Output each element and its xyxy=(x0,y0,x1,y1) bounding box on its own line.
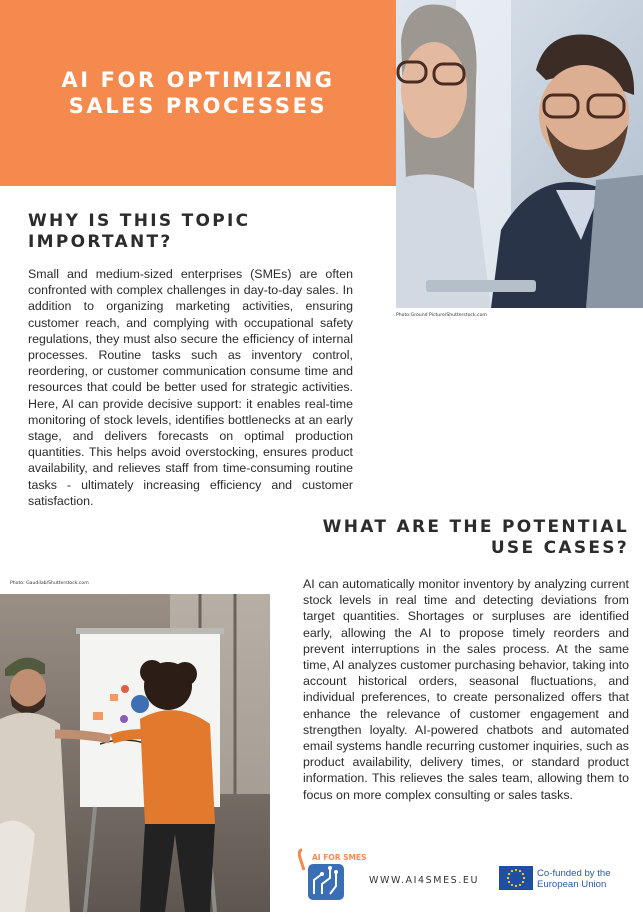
eu-flag-graphic xyxy=(499,866,533,890)
eu-star xyxy=(515,885,517,887)
eu-text-line1: Co-funded by the xyxy=(537,868,611,879)
ai-for-smes-logo xyxy=(296,846,367,902)
eu-star xyxy=(511,870,513,872)
website-url[interactable]: WWW.AI4SMES.EU xyxy=(369,875,480,886)
eu-star xyxy=(508,881,510,883)
photo-credit-top: Photo:Ground Picture/Shutterstock.com xyxy=(396,313,487,318)
page-title: AI FOR OPTIMIZING SALES PROCESSES xyxy=(61,68,335,118)
photo-whiteboard-illustration xyxy=(0,594,270,912)
eu-star xyxy=(508,873,510,875)
eu-star xyxy=(519,870,521,872)
title-banner xyxy=(0,0,396,186)
eu-star xyxy=(522,873,524,875)
eu-star xyxy=(523,877,525,879)
logo-lettering: AI FOR SMES xyxy=(312,853,367,862)
photo-colleagues-laptop xyxy=(396,0,643,308)
why-body-text: Small and medium-sized enterprises (SMEs) are often confronted with complex challenges in day-to-day sales. In addition to organizing marketing activities, ensuring customer reach, and complying with occupational safety regulations, they must also secure the efficiency of internal processes. Routine tasks such as inventory control, reordering, or customer communication consume time and resources that could be better used for strategic activities. Here, AI can provide decisive support: it enables real-time monitoring of stock levels, identifies bottlenecks at an early stage, and delivers forecasts on optimal production quantities. This helps avoid overstocking, ensures product availability, and relieves staff from time-consuming routine tasks - ultimately increasing efficiency and customer satisfaction. xyxy=(28,267,353,508)
photo-whiteboard-session xyxy=(0,594,270,912)
eu-star xyxy=(522,881,524,883)
use-cases-heading: WHAT ARE THE POTENTIAL USE CASES? xyxy=(322,517,629,558)
eu-star xyxy=(507,877,509,879)
why-heading: WHY IS THIS TOPIC IMPORTANT? xyxy=(28,211,251,252)
eu-cofunded-text xyxy=(537,868,637,890)
eu-star xyxy=(519,884,521,886)
photo-credit-bottom: Photo: Gaudilab/Shutterstock.com xyxy=(10,581,89,586)
eu-star xyxy=(515,869,517,871)
eu-text-line2: European Union xyxy=(537,879,607,890)
use-cases-body-text: AI can automatically monitor inventory by analyzing current stock levels in real time and detecting deviations from target quantities. Shortages or surpluses are identified early, allowing the AI to propose timely reorders and prevent interruptions in the sales process. At the same time, AI analyzes customer purchasing behavior, taking into account historical orders, seasonal fluctuations, and individual preferences, to create personalized offers that enhance the relevance of customer engagement and strengthen loyalty. AI-powered chatbots and automated email systems handle recurring customer inquiries, such as product availability, delivery times, or standard product information. This relieves the sales team, allowing them to focus on more complex consulting or sales tasks. xyxy=(303,577,629,802)
eu-flag-icon xyxy=(499,866,533,890)
logo-circuit-icon xyxy=(296,846,367,902)
photo-colleagues-illustration xyxy=(396,0,643,308)
eu-star xyxy=(511,884,513,886)
